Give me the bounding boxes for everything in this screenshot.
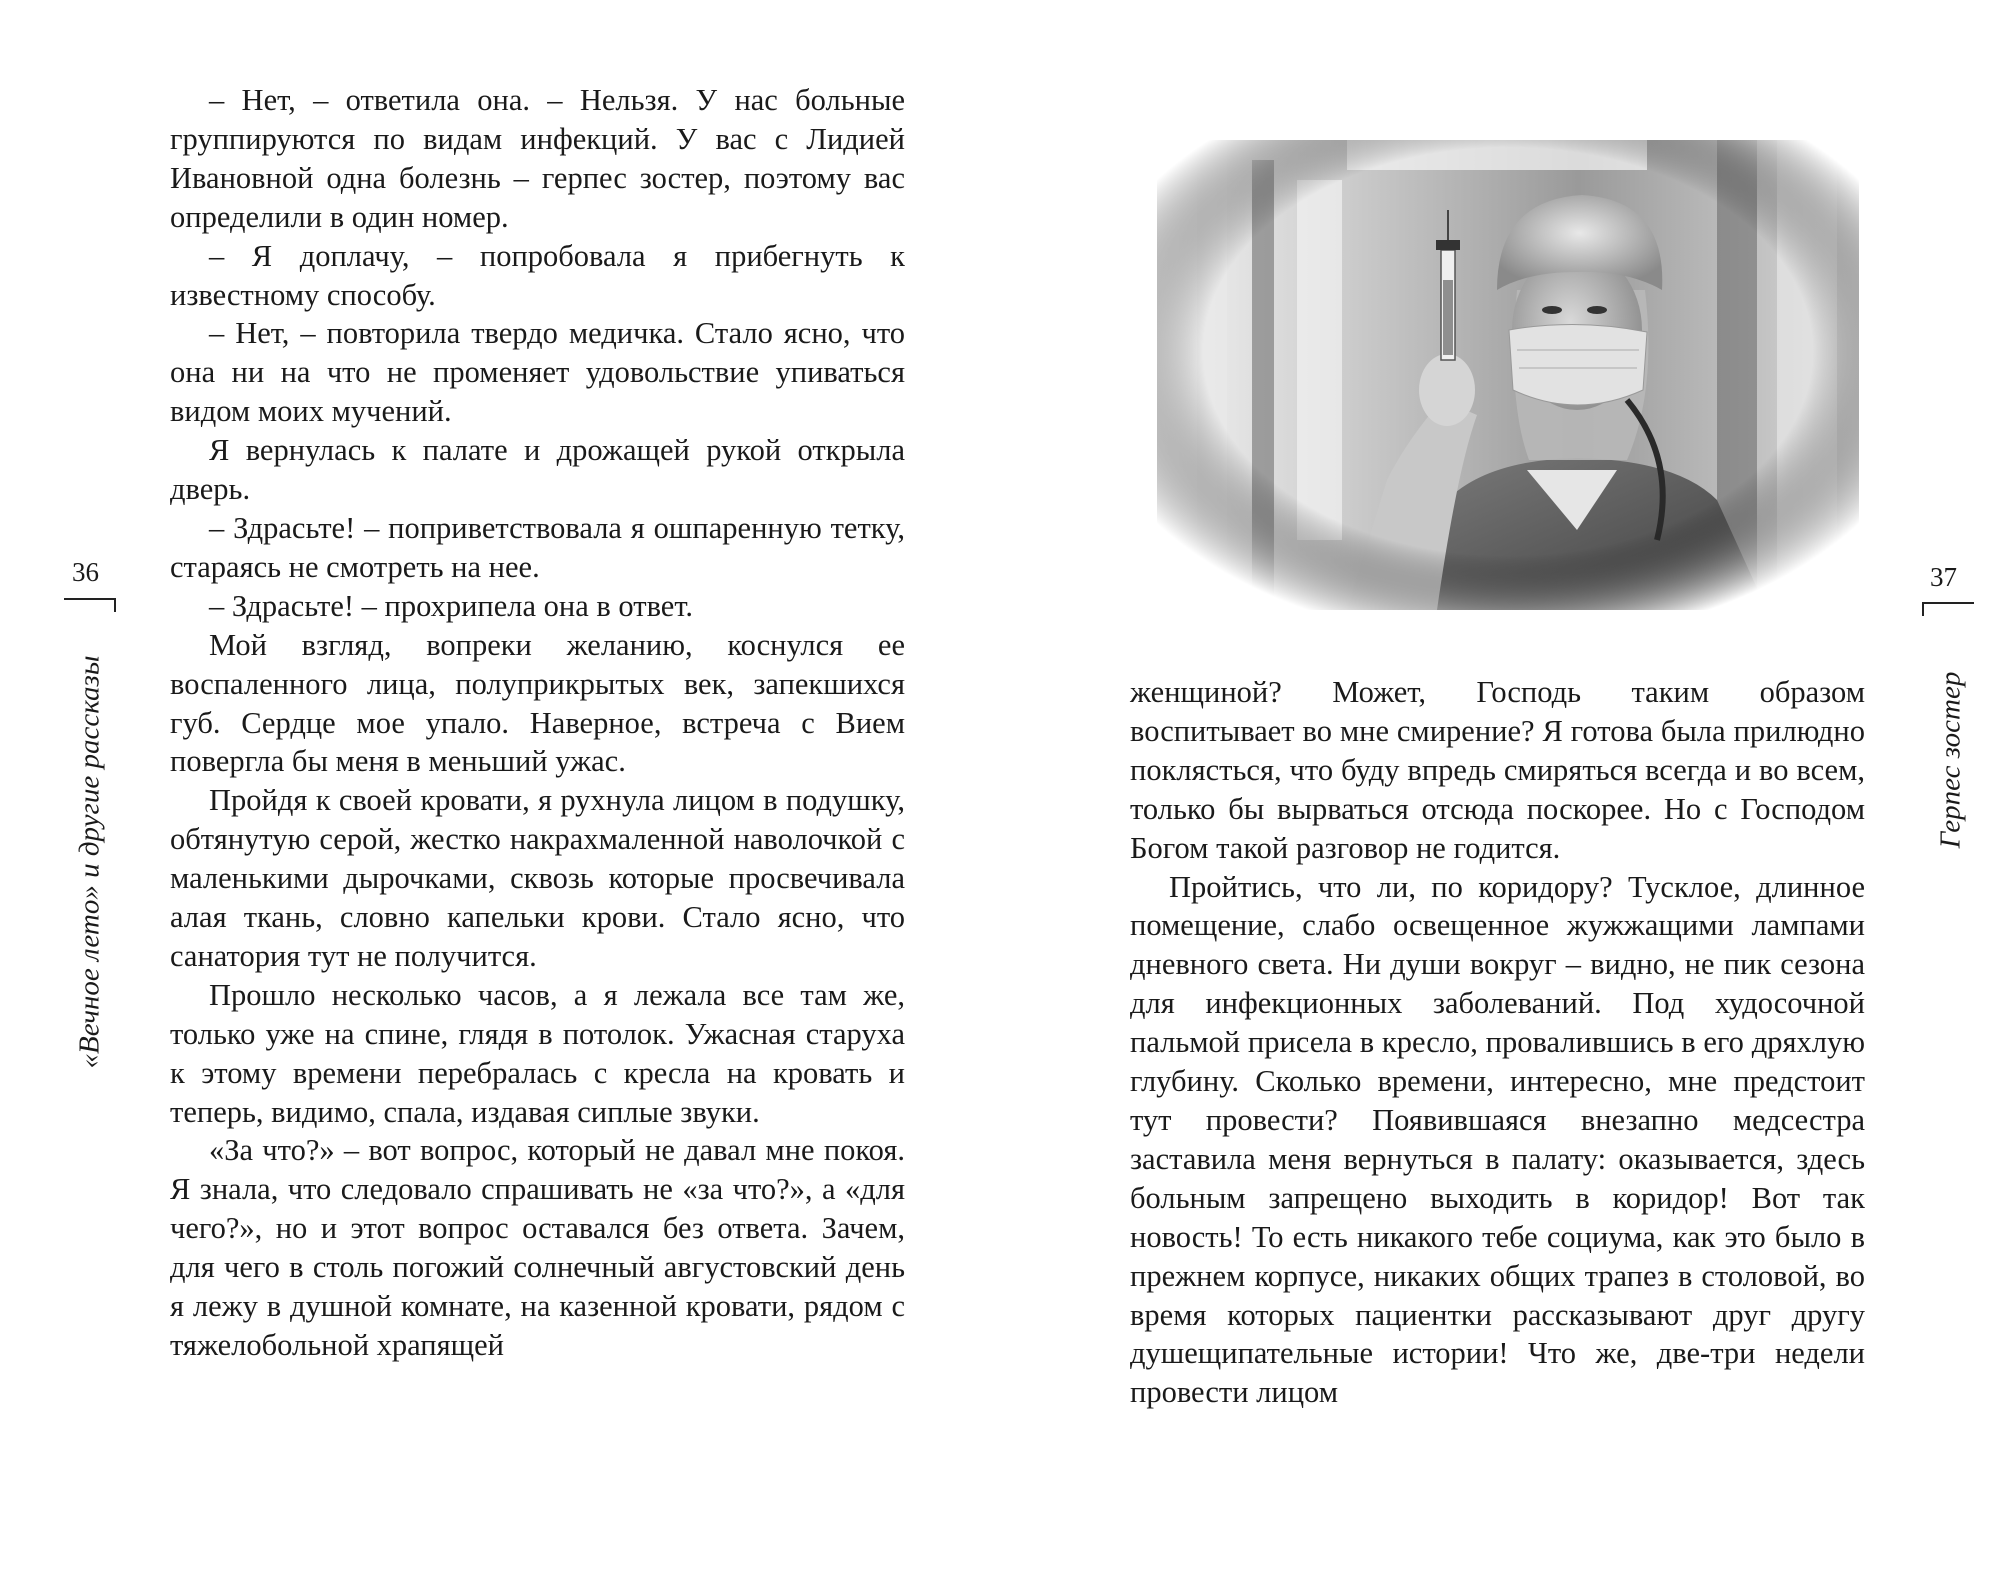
- paragraph: – Здрасьте! – поприветствовала я ошпаренную тетку, стараясь не смотреть на нее.: [170, 510, 905, 584]
- page-number-left: 36: [72, 557, 99, 587]
- paragraph: – Я доплачу, – попробовала я прибегнуть к известному способу.: [170, 238, 905, 312]
- paragraph: – Здрасьте! – прохрипела она в ответ.: [209, 588, 693, 623]
- paragraph: – Нет, – повторила твердо медичка. Стало ясно, что она ни на что не променяет удовольствие упиваться видом моих мучений.: [170, 316, 905, 429]
- paragraph: – Нет, – ответила она. – Нельзя. У нас больные группируются по видам инфекций. У вас с Лидией Ивановной одна болезнь – герпес зостер, поэтому вас определили в один номер.: [170, 83, 905, 234]
- paragraph: «За что?» – вот вопрос, который не давал мне покоя. Я знала, что следовало спрашивать не «за что?», а «для чего?», но и этот вопрос оставался без ответа. Зачем, для чего в столь погожий солнечный августовский день я лежу в душной комнате, на казенной кровати, рядом с тяжелобольной храпящей: [170, 1133, 905, 1362]
- running-head-left: «Вечное лето» и другие рассказы: [73, 655, 106, 1069]
- left-body-text: [170, 81, 905, 1365]
- paragraph: Мой взгляд, вопреки желанию, коснулся ее воспаленного лица, полуприкрытых век, запекшихся губ. Сердце мое упало. Наверное, встреча с Вием повергла бы меня в меньший ужас.: [170, 627, 905, 779]
- paragraph: Прошло несколько часов, а я лежала все там же, только уже на спине, глядя в потолок. Ужасная старуха к этому времени перебралась с кресла на кровать и теперь, видимо, спала, издавая сиплые звуки.: [170, 977, 905, 1129]
- paragraph: Я вернулась к палате и дрожащей рукой открыла дверь.: [170, 433, 905, 507]
- paragraph: женщиной? Может, Господь таким образом воспитывает во мне смирение? Я готова была прилюдно поклясться, что буду впредь смиряться всегда и во всем, только бы вырваться отсюда поскорее. Но с Господом Богом такой разговор не годится.: [1130, 675, 1865, 865]
- paragraph: Пройтись, что ли, по коридору? Тусклое, длинное помещение, слабо освещенное жужжащими лампами дневного света. Ни души вокруг – видно, не пик сезона для инфекционных заболеваний. Под худосочной пальмой присела в кресло, провалившись в его дряхлую глубину. Сколько времени, интересно, мне предстоит тут провести? Появившаяся внезапно медсестра заставила меня вернуться в палату: оказывается, здесь больным запрещено выходить в коридор! Вот так новость! То есть никакого тебе социума, как это было в прежнем корпусе, никаких общих трапез в столовой, во время которых пациентки рассказывают друг другу душещипательные истории! Что же, две-три недели провести лицом: [1130, 869, 1865, 1410]
- folio-rule-left: [64, 598, 116, 600]
- right-body-text: [1130, 673, 1865, 1412]
- page-number-right: 37: [1930, 562, 1957, 592]
- running-head-right: Герпес зостер: [1934, 671, 1967, 849]
- folio-rule-right: [1922, 602, 1974, 604]
- nurse-syringe-illustration: [1157, 140, 1859, 610]
- folio-rule-right-tick: [1922, 602, 1924, 616]
- paragraph: Пройдя к своей кровати, я рухнула лицом в подушку, обтянутую серой, жестко накрахмаленной наволочкой с маленькими дырочками, сквозь которые просвечивала алая ткань, словно капельки крови. Стало ясно, что санатория тут не получится.: [170, 783, 905, 973]
- folio-rule-left-tick: [114, 598, 116, 612]
